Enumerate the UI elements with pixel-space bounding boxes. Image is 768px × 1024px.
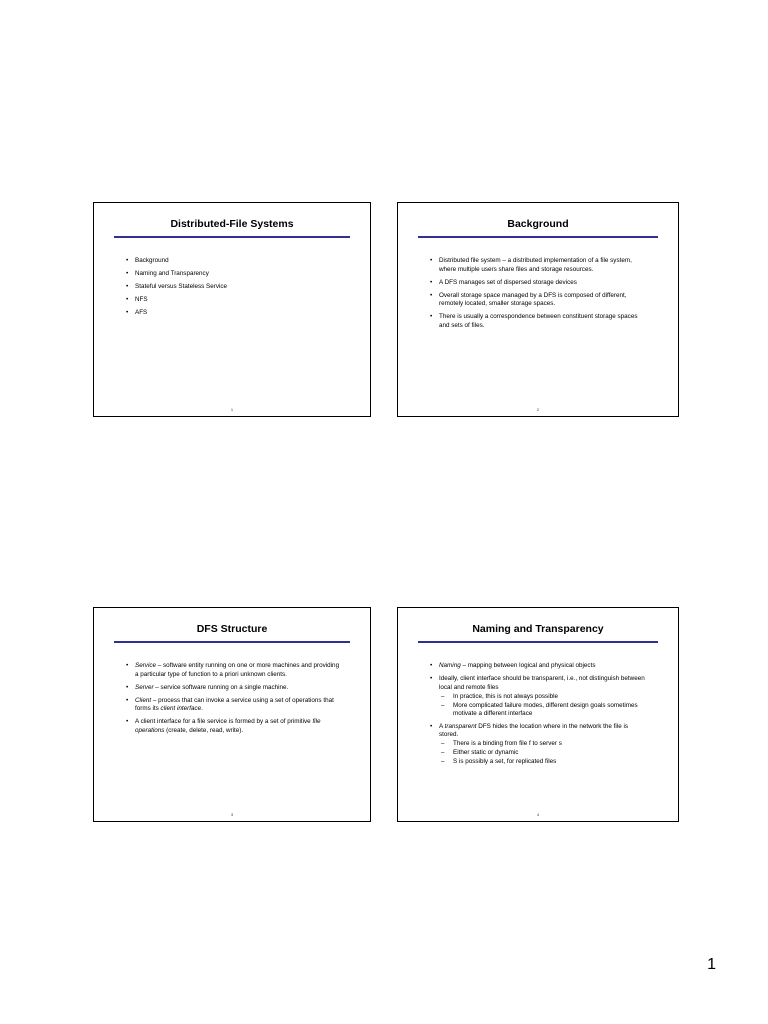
bullet-list bbox=[126, 662, 340, 740]
bullet-list bbox=[126, 257, 340, 322]
list-item: • There is usually a correspondence between constituent storage spaces and sets of files. bbox=[430, 313, 648, 330]
list-item: • Overall storage space managed by a DFS is composed of different, remotely located, smaller storage spaces. bbox=[430, 292, 648, 309]
title-divider bbox=[418, 236, 658, 238]
list-item bbox=[126, 684, 340, 693]
definition: – process that can invoke a service using a set of operations that forms its bbox=[135, 696, 334, 712]
list-item bbox=[126, 697, 340, 714]
term: Naming bbox=[439, 662, 461, 669]
list-item bbox=[126, 662, 340, 679]
list-item: • Background bbox=[126, 257, 340, 266]
title-divider bbox=[114, 236, 350, 238]
bullet-list bbox=[430, 257, 648, 335]
sub-item: – There is a binding from file f to server s bbox=[439, 740, 648, 749]
slide-3 bbox=[93, 607, 371, 822]
slide-number: 4 bbox=[536, 812, 540, 817]
definition: – mapping between logical and physical objects bbox=[460, 662, 596, 669]
term: Server bbox=[135, 683, 154, 691]
definition: A bbox=[439, 722, 445, 730]
list-item: • Naming and Transparency bbox=[126, 270, 340, 279]
slide-number: 1 bbox=[230, 407, 234, 412]
slide-4 bbox=[397, 607, 679, 822]
slide-number: 2 bbox=[536, 407, 540, 412]
sub-item: – More complicated failure modes, different design goals sometimes motivate a different interface bbox=[439, 702, 648, 719]
term-inline: client interface bbox=[160, 705, 202, 712]
sub-item: – S is possibly a set, for replicated files bbox=[439, 758, 648, 767]
sub-list bbox=[439, 693, 648, 719]
slide-title: Naming and Transparency bbox=[472, 623, 604, 635]
definition: A client interface for a file service is formed by a set of primitive bbox=[135, 718, 313, 725]
definition-end: . bbox=[201, 705, 203, 712]
slide-1 bbox=[93, 202, 371, 417]
term: Client bbox=[135, 696, 152, 704]
sub-item: – In practice, this is not always possible bbox=[439, 693, 648, 702]
bullet-list bbox=[430, 662, 648, 771]
slide-title: Background bbox=[507, 218, 569, 230]
sub-list bbox=[439, 740, 648, 767]
list-item: • A DFS manages set of dispersed storage devices bbox=[430, 279, 648, 288]
list-item bbox=[126, 718, 340, 735]
term-inline: file operations bbox=[135, 718, 321, 734]
slide-title: DFS Structure bbox=[196, 623, 268, 635]
list-item: • Stateful versus Stateless Service bbox=[126, 283, 340, 292]
term: Service bbox=[135, 662, 156, 669]
list-item bbox=[430, 662, 648, 671]
definition: – software entity running on one or more machines and providing a particular type of function to a priori unknown clients. bbox=[135, 662, 340, 678]
slide-title: Distributed-File Systems bbox=[170, 218, 294, 230]
title-divider bbox=[418, 641, 658, 643]
sub-item: – Either static or dynamic bbox=[439, 749, 648, 758]
list-item bbox=[430, 723, 648, 767]
slide-number: 3 bbox=[230, 812, 234, 817]
definition: Ideally, client interface should be transparent, i.e., not distinguish between local and remote files bbox=[439, 675, 645, 691]
page-number: 1 bbox=[707, 956, 716, 973]
definition-end: DFS hides the location where in the network the file is stored. bbox=[439, 722, 629, 738]
title-divider bbox=[114, 641, 350, 643]
definition: – service software running on a single machine. bbox=[153, 683, 289, 691]
list-item: • AFS bbox=[126, 309, 340, 318]
list-item: • Distributed file system – a distributed implementation of a file system, where multiple users share files and storage resources. bbox=[430, 257, 648, 274]
list-item: • NFS bbox=[126, 296, 340, 305]
definition-end: (create, delete, read, write). bbox=[164, 726, 244, 734]
list-item bbox=[430, 675, 648, 719]
slide-2 bbox=[397, 202, 679, 417]
term-inline: transparent bbox=[444, 722, 477, 730]
